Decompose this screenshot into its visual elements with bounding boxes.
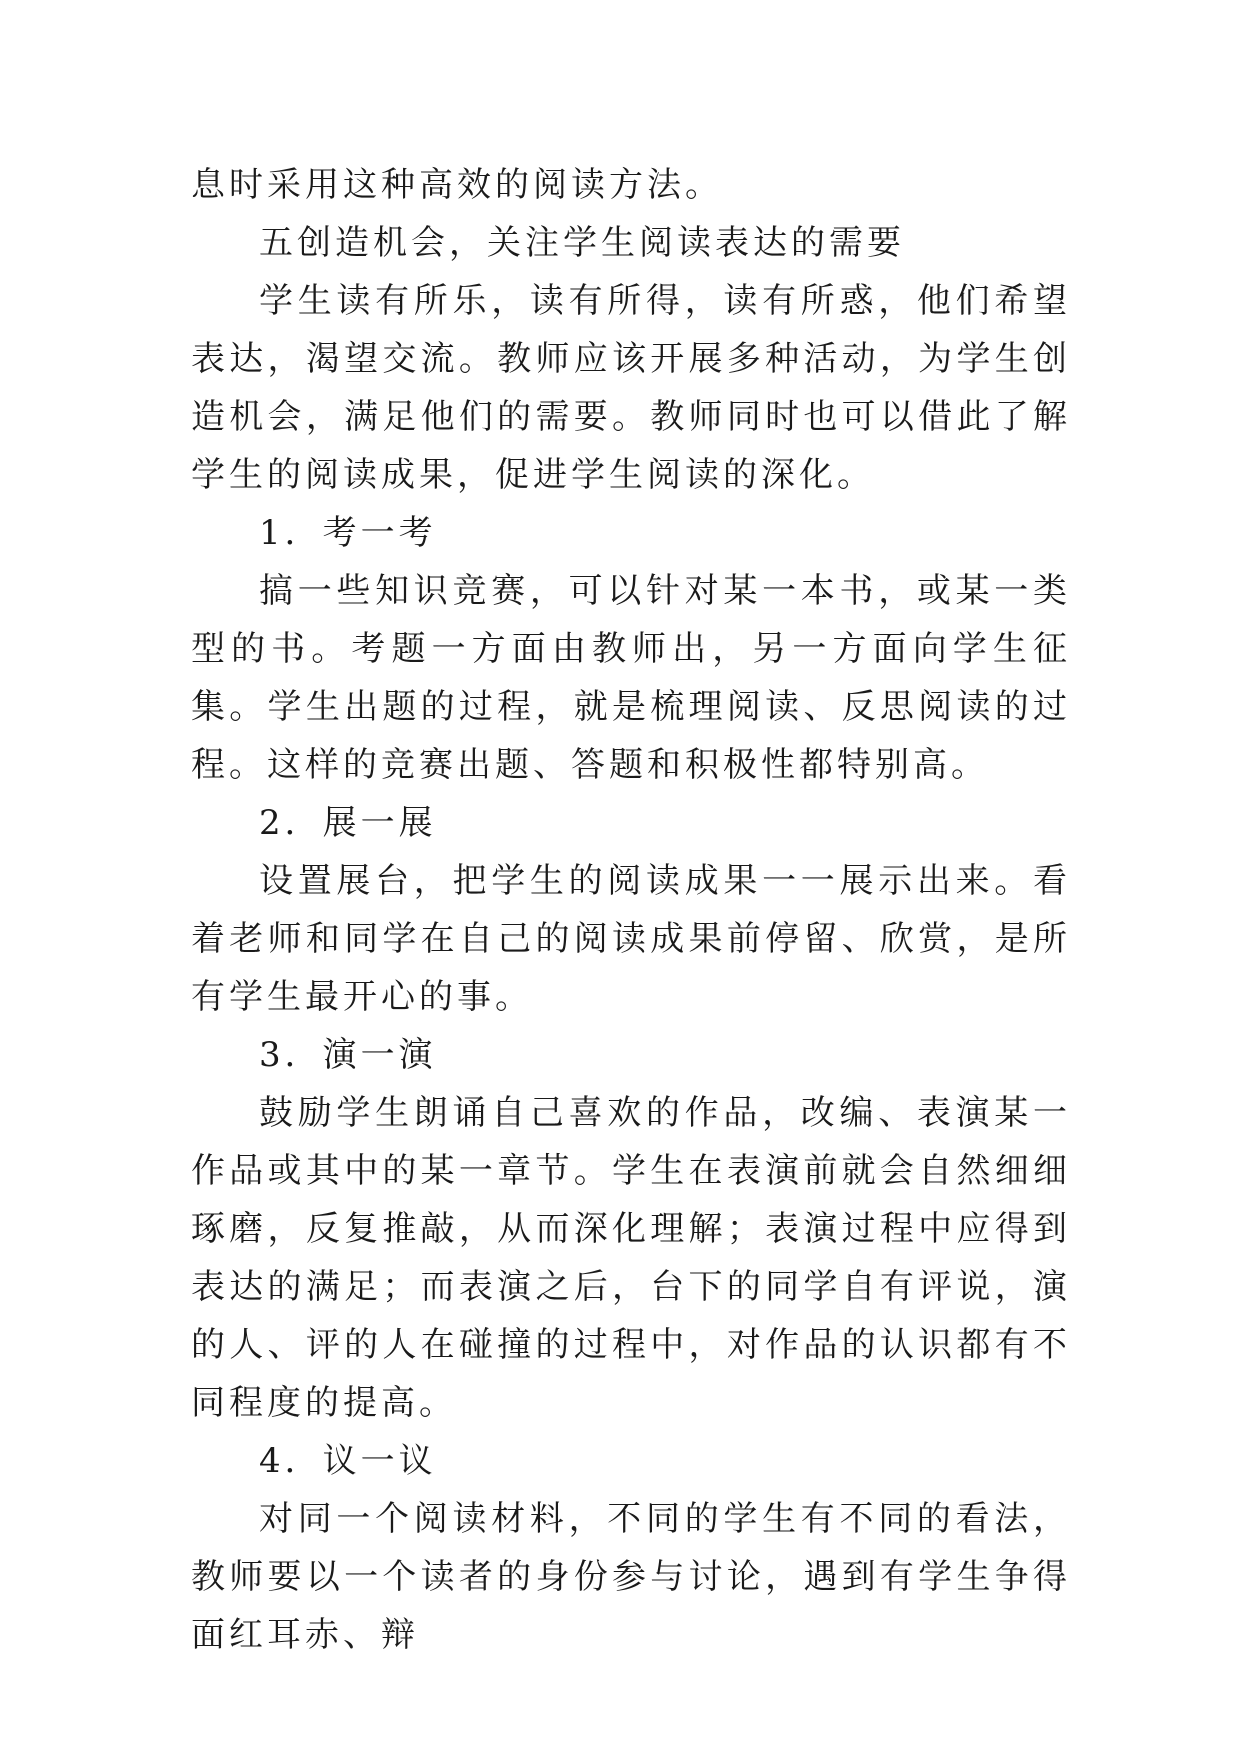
paragraph-continuation: 息时采用这种高效的阅读方法。 (191, 165, 723, 205)
paragraph: 学生读有所乐，读有所得，读有所惑，他们希望表达，渴望交流。教师应该开展多种活动，为学生创造机会，满足他们的需要。教师同时也可以借此了解学生的阅读成果，促进学生阅读的深化。 (191, 281, 1071, 495)
paragraph: 对同一个阅读材料，不同的学生有不同的看法，教师要以一个读者的身份参与讨论，遇到有学生争得面红耳赤、辩 (191, 1499, 1071, 1655)
document-body (191, 156, 1071, 1664)
subheading-zhan: 2．展一展 (259, 803, 437, 843)
paragraph: 设置展台，把学生的阅读成果一一展示出来。看着老师和同学在自己的阅读成果前停留、欣赏，是所有学生最开心的事。 (191, 861, 1071, 1017)
paragraph: 搞一些知识竞赛，可以针对某一本书，或某一类型的书。考题一方面由教师出，另一方面向学生征集。学生出题的过程，就是梳理阅读、反思阅读的过程。这样的竞赛出题、答题和积极性都特别高。 (191, 571, 1071, 785)
subheading-yan: 3．演一演 (259, 1035, 437, 1075)
subheading-kao: 1．考一考 (259, 513, 437, 553)
subheading-yi: 4．议一议 (259, 1441, 437, 1481)
paragraph: 鼓励学生朗诵自己喜欢的作品，改编、表演某一作品或其中的某一章节。学生在表演前就会自然细细琢磨，反复推敲，从而深化理解；表演过程中应得到表达的满足；而表演之后，台下的同学自有评说，演的人、评的人在碰撞的过程中，对作品的认识都有不同程度的提高。 (191, 1093, 1071, 1423)
section-heading: 五创造机会，关注学生阅读表达的需要 (259, 223, 905, 263)
